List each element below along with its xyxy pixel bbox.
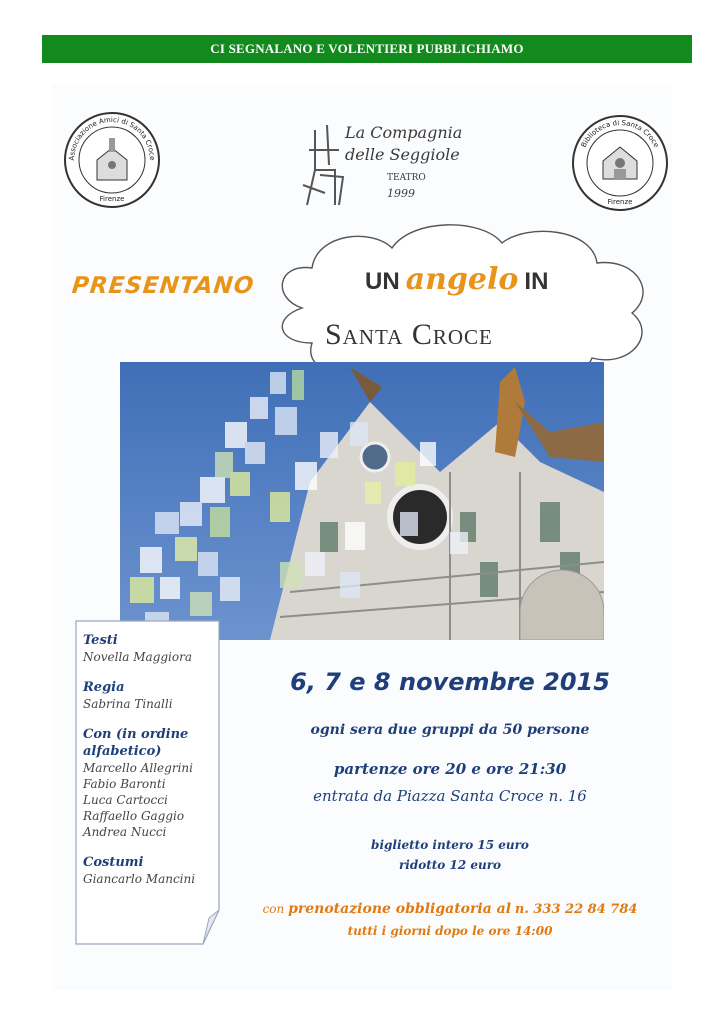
testi-name: Novella Maggiora (83, 650, 193, 664)
company-line4: 1999 (387, 187, 415, 200)
cast-label: Con (in ordine alfabetico) (83, 727, 189, 759)
company-line1: La Compagnia (345, 123, 463, 142)
title-angelo: angelo (405, 262, 519, 297)
cast-member: Fabio Baronti (83, 777, 166, 791)
title-un: UN (365, 268, 400, 295)
regia-label: Regia (83, 680, 125, 695)
title-in: IN (524, 268, 549, 295)
left-seal-city: Firenze (99, 195, 125, 203)
cast-member: Andrea Nucci (83, 825, 167, 839)
testi-label: Testi (83, 633, 118, 648)
presentano-heading: PRESENTANO (70, 273, 256, 299)
price-full: biglietto intero 15 euro (371, 838, 529, 852)
title-santa-croce: Santa Croce (325, 318, 493, 351)
costumi-name: Giancarlo Mancini (83, 872, 196, 886)
title-line1 (365, 262, 585, 297)
header-banner: CI SEGNALANO E VOLENTIERI PUBBLICHIAMO (42, 35, 692, 63)
left-seal-name: Associazione Amici di Santa Croce (67, 115, 157, 161)
booking-line (240, 901, 660, 917)
event-entrance: entrata da Piazza Santa Croce n. 16 (313, 787, 587, 805)
cast-member: Raffaello Gaggio (83, 809, 185, 823)
right-seal-city: Firenze (607, 198, 633, 206)
costumi-label: Costumi (83, 855, 144, 870)
booking-text: prenotazione obbligatoria al (288, 901, 512, 917)
price-reduced: ridotto 12 euro (398, 858, 502, 872)
booking-hours: tutti i giorni dopo le ore 14:00 (347, 924, 553, 938)
right-seal-name: Biblioteca di Santa Croce (579, 118, 661, 149)
cast-member: Luca Cartocci (83, 793, 168, 807)
biblioteca-santa-croce-seal (570, 113, 670, 213)
regia-name: Sabrina Tinalli (83, 697, 173, 711)
event-groups: ogni sera due gruppi da 50 persone (310, 722, 590, 738)
credits-panel (75, 620, 220, 945)
compagnia-seggiole-logo (295, 115, 463, 210)
amici-santa-croce-seal (62, 110, 162, 210)
company-line3: TEATRO (387, 173, 426, 183)
event-dates: 6, 7 e 8 novembre 2015 (290, 668, 610, 696)
booking-prefix: con (262, 902, 285, 916)
cast-member: Marcello Allegrini (83, 761, 193, 775)
company-line2: delle Seggiole (345, 145, 460, 164)
santa-croce-photo (120, 362, 604, 640)
booking-phone: n. 333 22 84 784 (514, 902, 638, 917)
event-times: partenze ore 20 e ore 21:30 (333, 760, 567, 778)
